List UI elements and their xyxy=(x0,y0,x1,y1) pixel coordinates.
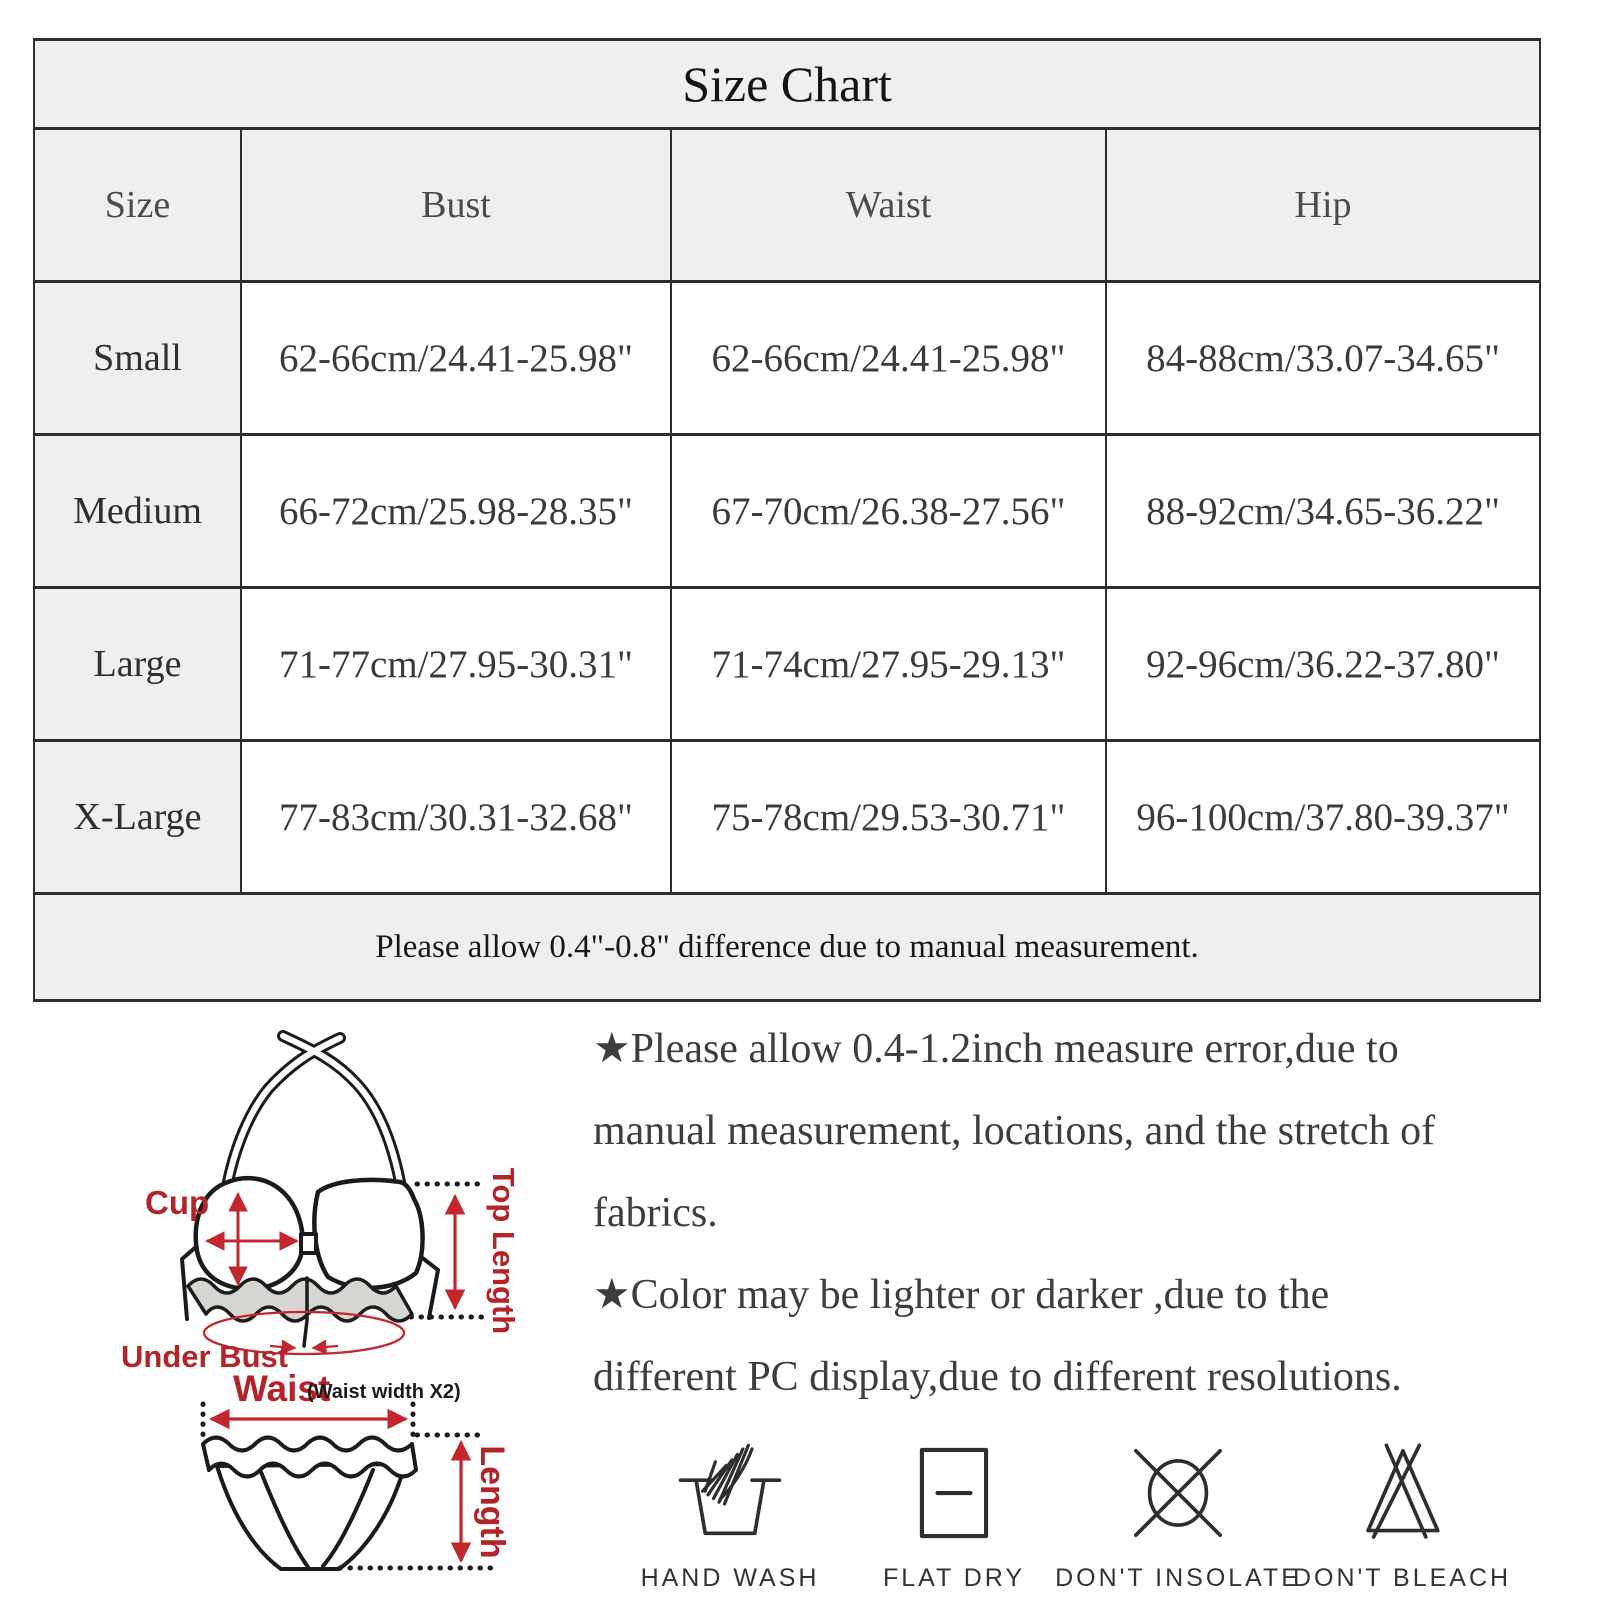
table-footnote-row xyxy=(34,894,1540,1001)
bikini-bottom-illustration xyxy=(203,1438,416,1570)
note-line: different PC display,due to different resolutions. xyxy=(593,1354,1402,1400)
waist-note-label: (Waist width X2) xyxy=(307,1381,461,1403)
bust-value: 77-83cm/30.31-32.68" xyxy=(241,741,671,894)
waist-label: Waist xyxy=(233,1368,331,1409)
bikini-top-illustration xyxy=(182,1036,438,1346)
cup-label: Cup xyxy=(145,1184,210,1221)
bust-value: 66-72cm/25.98-28.35" xyxy=(241,435,671,588)
row-label: Small xyxy=(34,282,241,435)
hip-value: 84-88cm/33.07-34.65" xyxy=(1106,282,1540,435)
measurement-diagram xyxy=(55,1020,585,1600)
briefs-outline xyxy=(217,1464,405,1569)
table-row xyxy=(34,741,1540,894)
right-cup xyxy=(314,1180,422,1288)
length-label: Length xyxy=(473,1445,511,1559)
note-line: manual measurement, locations, and the stretch of xyxy=(593,1108,1436,1154)
column-header-waist: Waist xyxy=(671,129,1106,282)
hip-value: 92-96cm/36.22-37.80" xyxy=(1106,588,1540,741)
care-item-hand-wash xyxy=(622,1438,838,1593)
care-label: DON'T INSOLATE xyxy=(1055,1564,1301,1592)
table-row xyxy=(34,435,1540,588)
under-bust-label: Under Bust xyxy=(121,1339,289,1374)
row-label: Medium xyxy=(34,435,241,588)
bust-value: 71-77cm/27.95-30.31" xyxy=(241,588,671,741)
table-footnote: Please allow 0.4"-0.8" difference due to manual measurement. xyxy=(34,894,1540,1001)
note-line: ★Color may be lighter or darker ,due to the xyxy=(593,1272,1330,1318)
table-title: Size Chart xyxy=(34,40,1540,129)
waist-value: 62-66cm/24.41-25.98" xyxy=(671,282,1106,435)
product-notes xyxy=(593,1008,1593,1418)
table-title-row xyxy=(34,40,1540,129)
column-header-size: Size xyxy=(34,129,241,282)
care-label: DON'T BLEACH xyxy=(1292,1564,1512,1592)
waist-value: 67-70cm/26.38-27.56" xyxy=(671,435,1106,588)
left-cup xyxy=(196,1178,303,1289)
hand-wash-icon xyxy=(675,1438,785,1548)
care-item-dont-bleach xyxy=(1294,1438,1510,1593)
row-label: X-Large xyxy=(34,741,241,894)
care-item-dont-insolate xyxy=(1055,1438,1301,1593)
waist-value: 71-74cm/27.95-29.13" xyxy=(671,588,1106,741)
care-label: FLAT DRY xyxy=(882,1564,1026,1592)
table-row xyxy=(34,282,1540,435)
waist-value: 75-78cm/29.53-30.71" xyxy=(671,741,1106,894)
center-bridge xyxy=(301,1234,316,1253)
note-line: fabrics. xyxy=(593,1190,718,1236)
dont-insolate-icon xyxy=(1123,1438,1233,1548)
care-label: HAND WASH xyxy=(640,1564,820,1592)
hip-value: 96-100cm/37.80-39.37" xyxy=(1106,741,1540,894)
care-item-flat-dry xyxy=(846,1438,1062,1593)
care-instructions xyxy=(622,1438,1510,1593)
column-header-hip: Hip xyxy=(1106,129,1540,282)
note-line: ★Please allow 0.4-1.2inch measure error,due to xyxy=(593,1026,1399,1072)
note-paragraph xyxy=(593,1254,1593,1418)
row-label: Large xyxy=(34,588,241,741)
size-chart-table xyxy=(33,38,1541,1002)
table-header-row xyxy=(34,129,1540,282)
note-paragraph xyxy=(593,1008,1593,1254)
bust-value: 62-66cm/24.41-25.98" xyxy=(241,282,671,435)
dont-bleach-icon xyxy=(1347,1438,1457,1548)
column-header-bust: Bust xyxy=(241,129,671,282)
top-length-label: Top Length xyxy=(486,1167,521,1335)
table-row xyxy=(34,588,1540,741)
flat-dry-icon xyxy=(899,1438,1009,1548)
hip-value: 88-92cm/34.65-36.22" xyxy=(1106,435,1540,588)
